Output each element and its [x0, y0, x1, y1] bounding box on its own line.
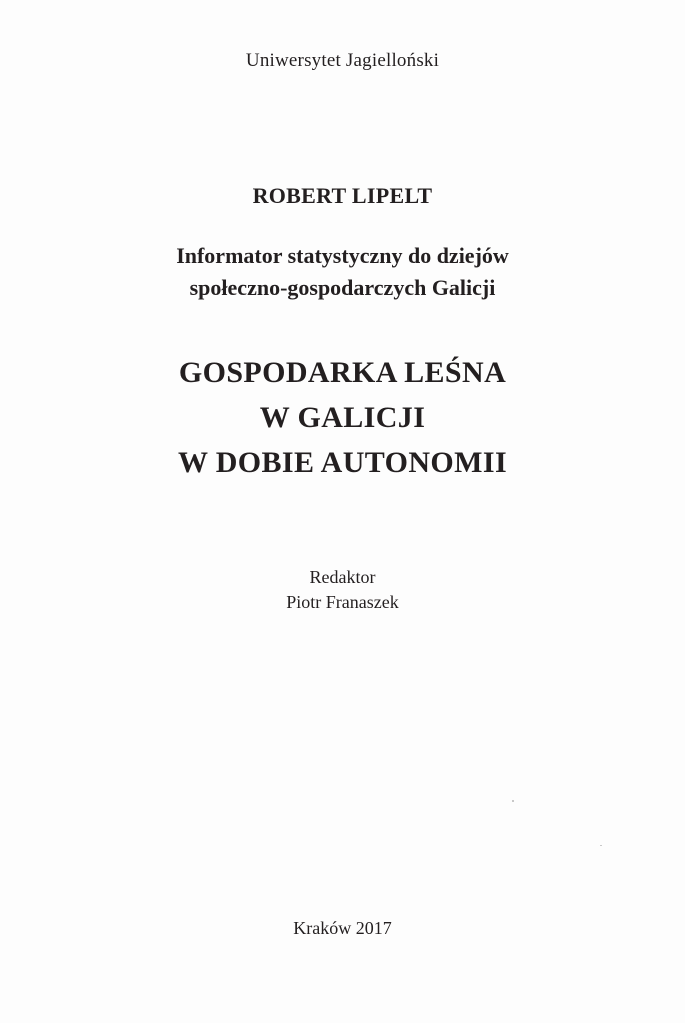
series-title-line-1: Informator statystyczny do dziejów: [176, 243, 509, 268]
book-title: [0, 350, 685, 485]
book-title-line-1: GOSPODARKA LEŚNA: [178, 356, 507, 389]
place-and-year: Kraków 2017: [293, 918, 392, 938]
institution-name: Uniwersytet Jagielloński: [245, 50, 440, 71]
book-title-line-2: W GALICJI: [259, 401, 426, 434]
book-title-line-3: W DOBIE AUTONOMII: [177, 446, 508, 479]
series-title: [0, 240, 685, 304]
editor-name: Piotr Franaszek: [286, 592, 399, 612]
editor-role: Redaktor: [309, 567, 376, 587]
series-title-line-2: społeczno-gospodarczych Galicji: [189, 275, 496, 300]
editor-block: [0, 565, 685, 615]
paper-speck: [512, 800, 514, 802]
author-name: ROBERT LIPELT: [252, 183, 433, 208]
paper-speck: [600, 845, 602, 846]
